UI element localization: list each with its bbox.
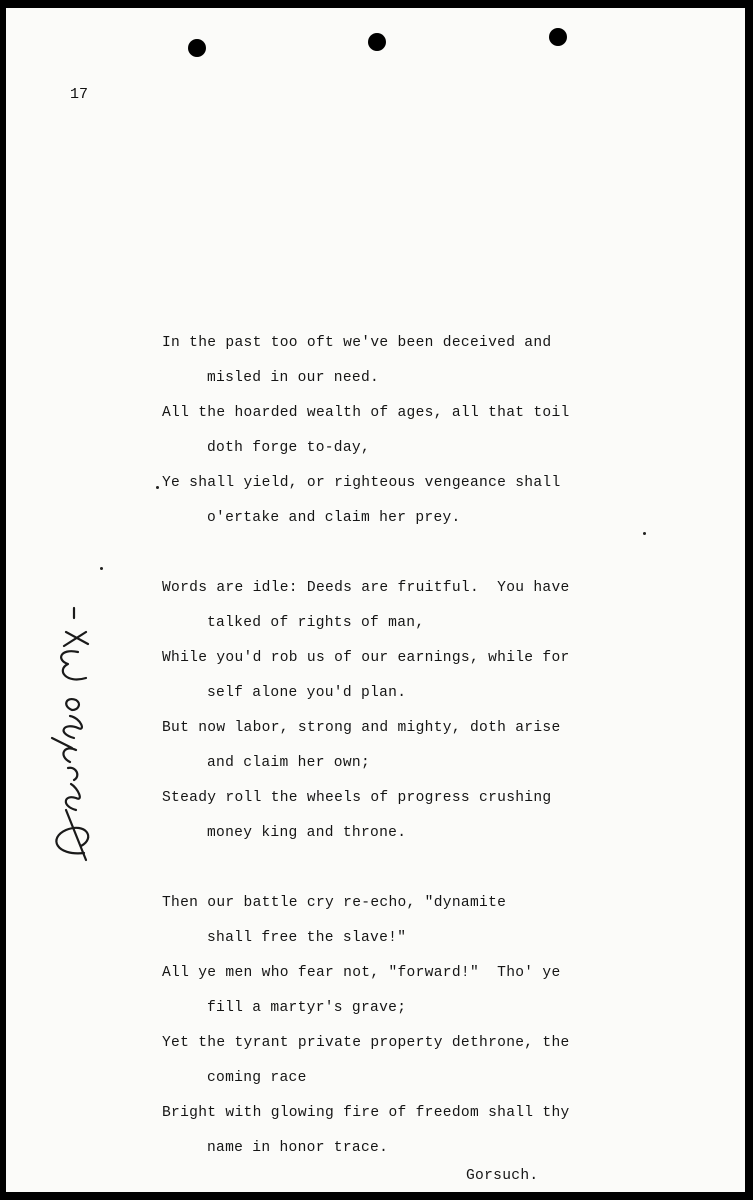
poem-line: Ye shall yield, or righteous vengeance shall — [162, 475, 561, 491]
poem-line: Yet the tyrant private property dethrone, the — [162, 1035, 570, 1051]
punch-hole-left — [188, 39, 206, 57]
stanza-3 — [162, 886, 570, 1166]
ink-speck — [100, 567, 103, 570]
punch-hole-center — [368, 33, 386, 51]
poem-line: misled in our need. — [207, 370, 380, 386]
stanza-1 — [162, 326, 570, 536]
author-signature: Gorsuch. — [466, 1168, 539, 1184]
poem-line: shall free the slave!" — [207, 930, 407, 946]
poem-line: and claim her own; — [207, 755, 371, 771]
document-page — [6, 8, 745, 1192]
poem-line: coming race — [207, 1070, 307, 1086]
poem-body — [162, 326, 570, 1192]
poem-line: Words are idle: Deeds are fruitful. You have — [162, 580, 570, 596]
ink-speck — [156, 486, 159, 489]
ink-speck — [643, 532, 646, 535]
poem-line: But now labor, strong and mighty, doth arise — [162, 720, 561, 736]
punch-hole-right — [549, 28, 567, 46]
poem-line: o'ertake and claim her prey. — [207, 510, 461, 526]
page-number: 17 — [70, 86, 89, 103]
poem-line: money king and throne. — [207, 825, 407, 841]
poem-line: Steady roll the wheels of progress crushing — [162, 790, 552, 806]
poem-line: name in honor trace. — [207, 1140, 389, 1156]
poem-line: While you'd rob us of our earnings, while for — [162, 650, 570, 666]
poem-line: self alone you'd plan. — [207, 685, 407, 701]
poem-line: Bright with glowing fire of freedom shall thy — [162, 1105, 570, 1121]
handwritten-annotation — [26, 598, 116, 868]
poem-line: All ye men who fear not, "forward!" Tho' ye — [162, 965, 561, 981]
poem-line: talked of rights of man, — [207, 615, 425, 631]
stanza-2 — [162, 571, 570, 851]
poem-line: In the past too oft we've been deceived and — [162, 335, 552, 351]
poem-line: All the hoarded wealth of ages, all that toil — [162, 405, 570, 421]
poem-line: Then our battle cry re-echo, "dynamite — [162, 895, 507, 911]
poem-line: fill a martyr's grave; — [207, 1000, 407, 1016]
poem-line: doth forge to-day, — [207, 440, 371, 456]
